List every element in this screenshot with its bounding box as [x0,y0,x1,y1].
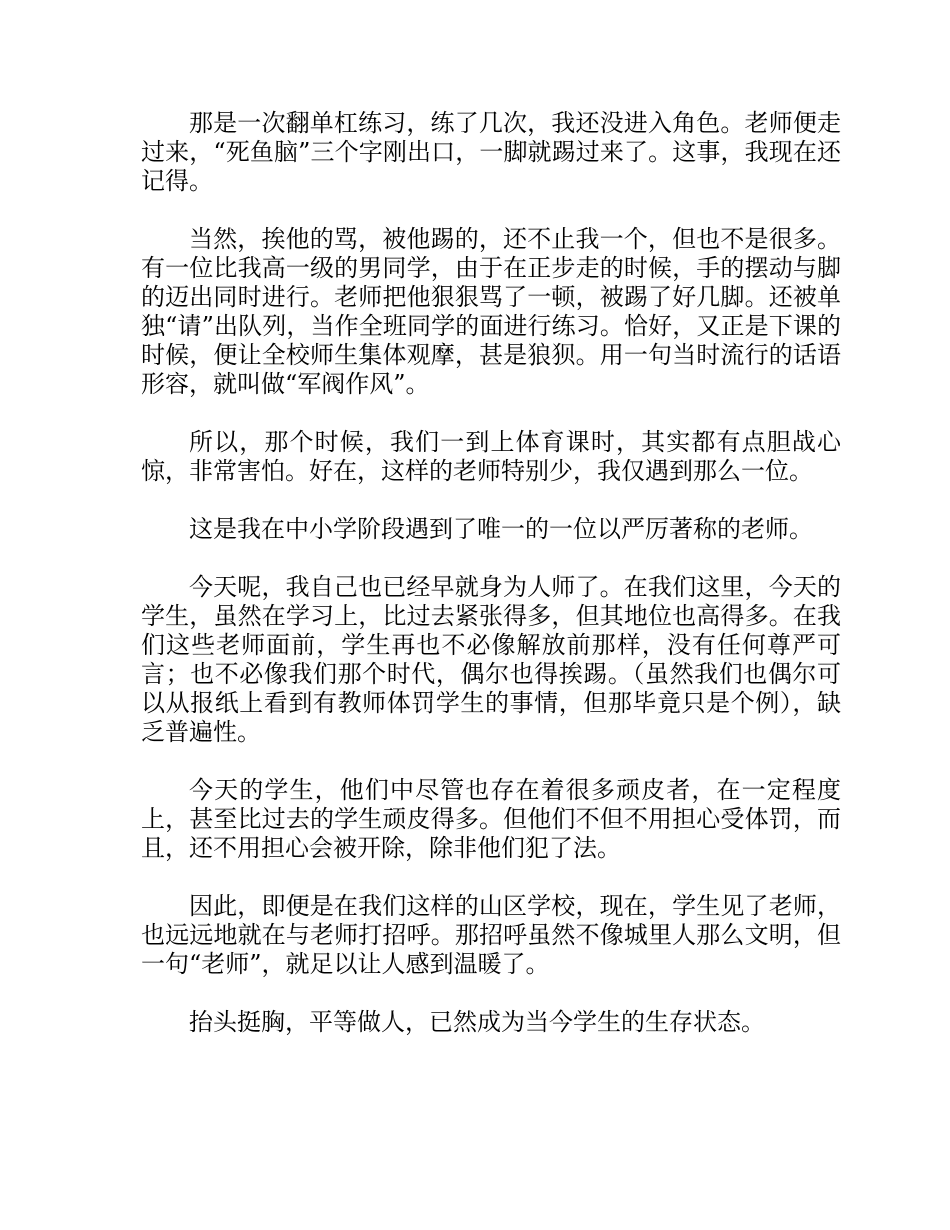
paragraph-3: 所以，那个时候，我们一到上体育课时，其实都有点胆战心惊，非常害怕。好在，这样的老师特别少，我仅遇到那么一位。 [141,428,841,485]
paragraph-4: 这是我在中小学阶段遇到了唯一的一位以严厉著称的老师。 [189,515,813,543]
paragraph-1: 那是一次翻单杠练习，练了几次，我还没进入角色。老师便走过来，“死鱼脑”三个字刚出口，一脚就踢过来了。这事，我现在还记得。 [141,109,841,195]
paragraph-2: 当然，挨他的骂，被他踢的，还不止我一个，但也不是很多。有一位比我高一级的男同学，由于在正步走的时候，手的摆动与脚的迈出同时进行。老师把他狠狠骂了一顿，被踢了好几脚。还被单独“请”出队列，当作全班同学的面进行练习。恰好，又正是下课的时候，便让全校师生集体观摩，甚是狼狈。用一句当时流行的话语形容，就叫做“军阀作风”。 [141,225,841,398]
paragraph-8: 抬头挺胸，平等做人，已然成为当今学生的生存状态。 [189,1008,765,1036]
paragraph-5: 今天呢，我自己也已经早就身为人师了。在我们这里，今天的学生，虽然在学习上，比过去紧张得多，但其地位也高得多。在我们这些老师面前，学生再也不必像解放前那样，没有任何尊严可言；也不必像我们那个时代，偶尔也得挨踢。（虽然我们也偶尔可以从报纸上看到有教师体罚学生的事情，但那毕竟只是个例），缺乏普遍性。 [141,573,841,746]
document-body [141,109,841,1037]
paragraph-7: 因此，即便是在我们这样的山区学校，现在，学生见了老师，也远远地就在与老师打招呼。那招呼虽然不像城里人那么文明，但一句“老师”，就足以让人感到温暖了。 [141,892,841,978]
paragraph-6: 今天的学生，他们中尽管也存在着很多顽皮者，在一定程度上，甚至比过去的学生顽皮得多。但他们不但不用担心受体罚，而且，还不用担心会被开除，除非他们犯了法。 [141,776,841,862]
